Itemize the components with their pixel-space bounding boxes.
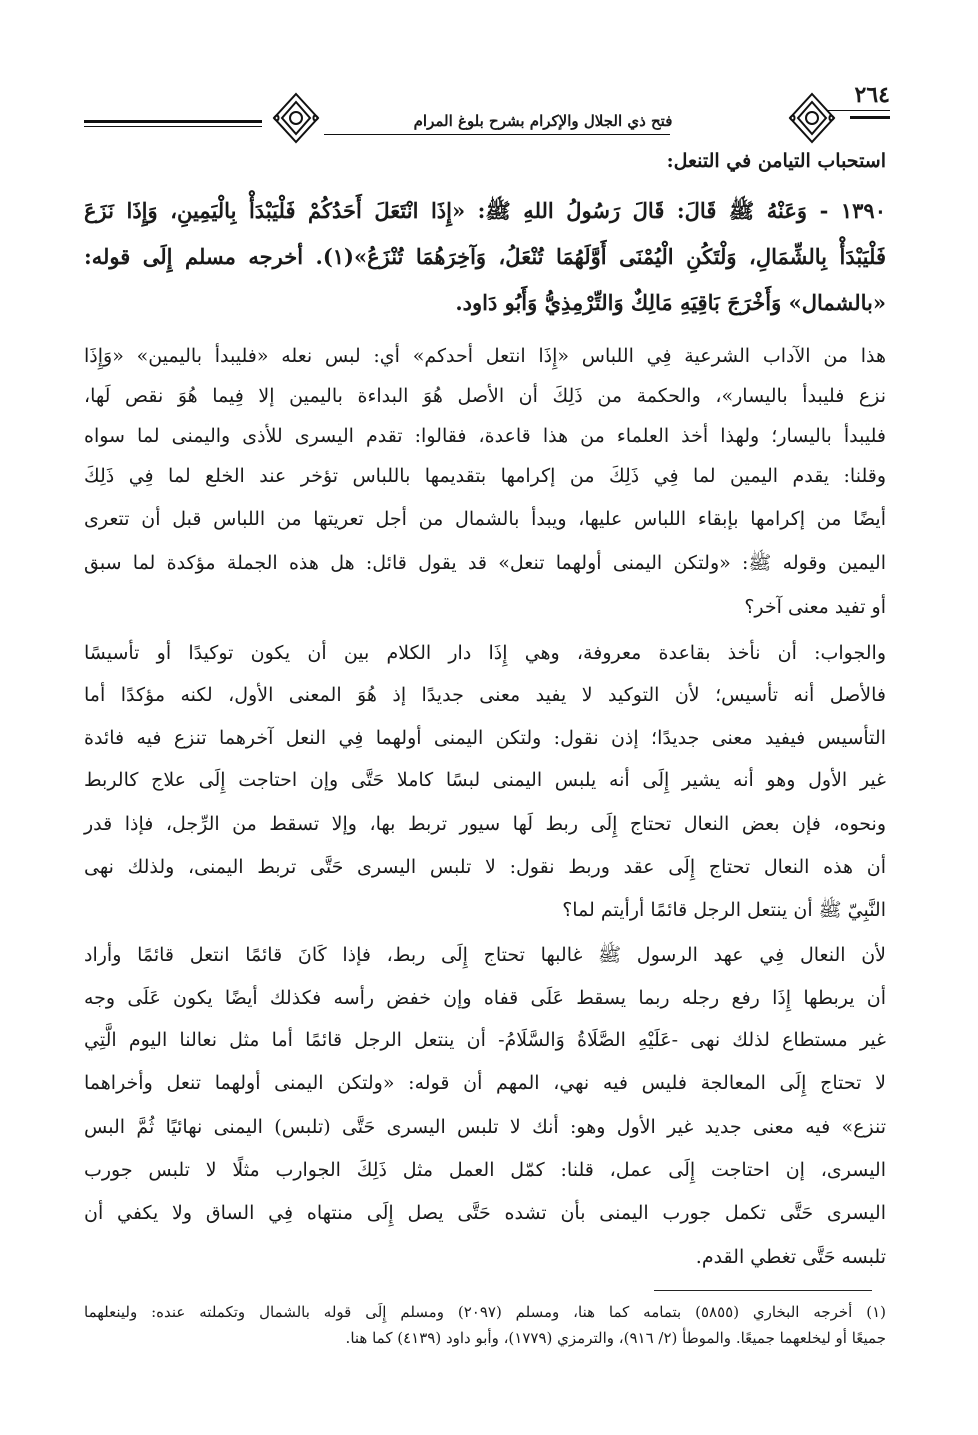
commentary-line: وقلنا: يقدم اليمين لما فِي ذَلِكَ من إكرامها بتقديمها باللباس تؤخر عند الخلع لما فِي ذَلِكَ — [84, 465, 886, 487]
hadith-line: ١٣٩٠ - وَعَنْهُ ﷺ قَالَ: قَالَ رَسُولُ اللهِ ﷺ: «إِذَا انْتَعَلَ أَحَدُكُمْ فَلْيَبْدَأْ بِالْيَمِينِ، وَإِذَا نَزَعَ — [84, 198, 886, 223]
commentary-line: اليمين وقوله ﷺ: «ولتكن اليمنى أولهما تنعل» قد يقول قائل: هل هذه الجملة مؤكدة لما سبق — [84, 552, 886, 574]
commentary-line: غير الأول وهو أنه يشير إِلَى أنه يلبس اليمنى لبسًا كاملا حَتَّى وإن احتاجت إِلَى علاج كالربط — [84, 769, 886, 791]
header-ornament-right-icon — [784, 90, 840, 146]
header-rule-right — [850, 116, 890, 119]
section-heading: استحباب التيامن في التنعل: — [666, 150, 886, 172]
commentary-line: أو تفيد معنى آخر؟ — [744, 596, 886, 618]
commentary-line: فليبدأ باليسار؛ ولهذا أخذ العلماء من هذا قاعدة، فقالوا: تقدم اليسرى للأذى واليمنى لما سواه — [84, 425, 886, 447]
commentary-line: النَّبِيّ ﷺ أن ينتعل الرجل قائمًا أرأيتم لما؟ — [562, 899, 886, 921]
header-rule-left-thin — [84, 126, 262, 127]
commentary-line: اليسرى، إن احتاجت إِلَى عمل، قلنا: كمّل العمل مثل ذَلِكَ الجوارب مثلًا لا تلبس جورب — [84, 1159, 886, 1181]
hadith-line: «بالشمال» وَأَخْرَجَ بَاقِيَهِ مَالِكٌ وَالتِّرْمِذِيُّ وَأَبُو دَاود. — [455, 290, 886, 315]
commentary-line: ونحوه، فإن بعض النعال تحتاج إِلَى ربط لَها سيور تربط بها، وإلا تسقط من الرِّجل، فإذا قدر — [84, 813, 886, 835]
commentary-line: التأسيس فيفيد معنى جديدًا؛ إذن نقول: ولتكن اليمنى أولهما فِي النعل آخرهما تنزع فيه فائدة — [84, 727, 886, 749]
page-number: ٢٦٤ — [854, 82, 890, 108]
commentary-line: أن هذه النعال تحتاج إِلَى عقد وربط نقول: لا تلبس اليسرى حَتَّى تربط اليمنى، ولذلك نهى — [84, 856, 886, 878]
commentary-line: اليسرى حَتَّى تكمل جورب اليمنى بأن تشده حَتَّى يصل إِلَى منتهاه فِي الساق ولا يكفي أن — [84, 1202, 886, 1224]
header-title-underline — [324, 134, 670, 135]
commentary-line: والجواب: أن نأخذ بقاعدة معروفة، وهي إِذَا دار الكلام بين أن يكون توكيدًا أو تأسيسًا — [84, 642, 886, 664]
commentary-line: نزع فليبدأ باليسار»، والحكمة من ذَلِكَ أن الأصل هُوَ البداءة باليمين إلا فِيما هُوَ نقص لَها، — [84, 385, 886, 407]
commentary-line: فالأصل أنه تأسيس؛ لأن التوكيد لا يفيد معنى جديدًا إذ هُوَ المعنى الأول، لكنه مؤكدًا أما — [84, 684, 886, 706]
commentary-line: لأن النعال فِي عهد الرسول ﷺ غالبها تحتاج إِلَى ربط، فإذا كَانَ قائمًا انتعل قائمًا وأراد — [84, 944, 886, 966]
footnote-rule — [654, 1290, 872, 1291]
commentary-line: تنزع» فيه معنى جديد غير الأول وهو: أنك لا تلبس اليسرى حَتَّى (تلبس) اليمنى نهائيًا ثُمَّ البس — [84, 1116, 886, 1138]
commentary-line: غير مستطاع لذلك نهى -عَلَيْهِ الصَّلَاةُ وَالسَّلَامُ- أن ينتعل الرجل قائمًا أما مثل نعالنا اليوم الَّتِي — [84, 1029, 886, 1051]
footnote-line: جميعًا أو ليخلعهما جميعًا. والموطأ (٢/ ٩١٦)، والترمزي (١٧٧٩)، وأبو داود (٤١٣٩) كما هنا. — [345, 1329, 886, 1347]
book-title: فتح ذي الجلال والإكرام بشرح بلوغ المرام — [413, 112, 673, 130]
hadith-line: فَلْيَبْدَأْ بِالشِّمَالِ، وَلْتَكُنِ الْيُمْنَى أَوَّلَهُمَا تُنْعَلُ، وَآخِرَهُمَا تُنْزَعُ»(١). أخرجه مسلم إِلَى قوله: — [84, 244, 887, 269]
footnote-line: (١) أخرجه البخاري (٥٨٥٥) بتمامه كما هنا، ومسلم (٢٠٩٧) ومسلم إِلَى قوله بالشمال وتكملته عنده: ولينعلهما — [84, 1303, 887, 1321]
commentary-line: أن يربطها إِذَا رفع رجله ربما يسقط عَلَى قفاه وإن خفض رأسه فكذلك أيضًا يكون عَلَى وجه — [84, 987, 886, 1009]
commentary-line: هذا من الآداب الشرعية فِي اللباس «إِذَا انتعل أحدكم» أي: لبس نعله «فليبدأ باليمين» «وَإِذَا — [84, 345, 886, 367]
commentary-line: أيضًا من إكرامها بإبقاء اللباس عليها، ويبدأ بالشمال من أجل تعريتها من اللباس قبل أن تتعرى — [84, 508, 886, 530]
header-ornament-left-icon — [268, 90, 324, 146]
commentary-line: تلبسه حَتَّى تغطي القدم. — [695, 1246, 886, 1268]
header-rule-left — [84, 120, 262, 123]
commentary-line: لا تحتاج إِلَى المعالجة فليس فيه نهي، المهم أن قوله: «ولتكن اليمنى أولهما تنعل وأخراهما — [84, 1072, 886, 1094]
